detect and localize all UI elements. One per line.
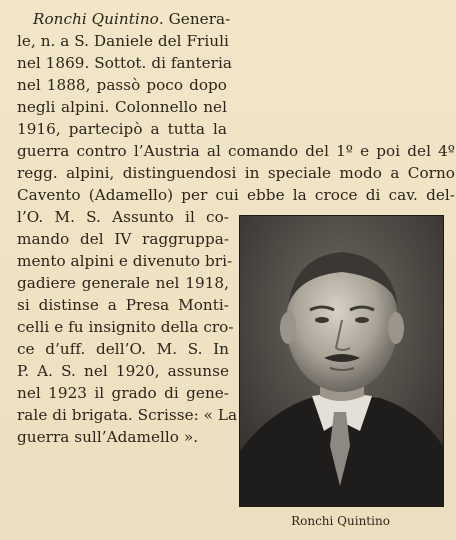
portrait-illustration bbox=[240, 216, 443, 506]
text-line-10: l’O. M. S. Assunto il co- bbox=[17, 208, 229, 226]
text-line-18: nel 1923 il grado di gene- bbox=[17, 384, 229, 402]
text-line-2: le, n. a S. Daniele del Friuli bbox=[17, 32, 229, 50]
text-line-17: P. A. S. nel 1920, assunse bbox=[17, 362, 229, 380]
photo-caption: Ronchi Quintino bbox=[291, 514, 390, 528]
text-line-7: guerra contro l’Austria al comando del 1º e poi del 4º bbox=[17, 142, 455, 160]
text-line-15: celli e fu insignito della cro- bbox=[17, 318, 234, 336]
text-line-14: si distinse a Presa Monti- bbox=[17, 296, 229, 314]
text-line-20: guerra sull’Adamello ». bbox=[17, 428, 199, 446]
text-line-19: rale di brigata. Scrisse: « La bbox=[17, 406, 238, 424]
text-line-9: Cavento (Adamello) per cui ebbe la croce di cav. del- bbox=[17, 186, 455, 204]
text-line-12: mento alpini e divenuto bri- bbox=[17, 252, 233, 270]
text-line-1 bbox=[33, 8, 231, 30]
text-line-13: gadiere generale nel 1918, bbox=[17, 274, 229, 292]
text-line-1-rest: . Genera- bbox=[158, 10, 231, 28]
text-line-6: 1916, partecipò a tutta la bbox=[17, 120, 227, 138]
portrait-photo bbox=[239, 215, 444, 507]
text-line-11: mando del IV raggruppa- bbox=[17, 230, 229, 248]
text-line-8: regg. alpini, distinguendosi in speciale modo a Corno bbox=[17, 164, 455, 182]
text-line-3: nel 1869. Sottot. di fanteria bbox=[17, 54, 232, 72]
subject-name: Ronchi Quintino bbox=[33, 10, 159, 28]
text-line-5: negli alpini. Colonnello nel bbox=[17, 98, 227, 116]
text-line-4: nel 1888, passò poco dopo bbox=[17, 76, 227, 94]
text-line-16: ce d’uff. dell’O. M. S. In bbox=[17, 340, 229, 358]
